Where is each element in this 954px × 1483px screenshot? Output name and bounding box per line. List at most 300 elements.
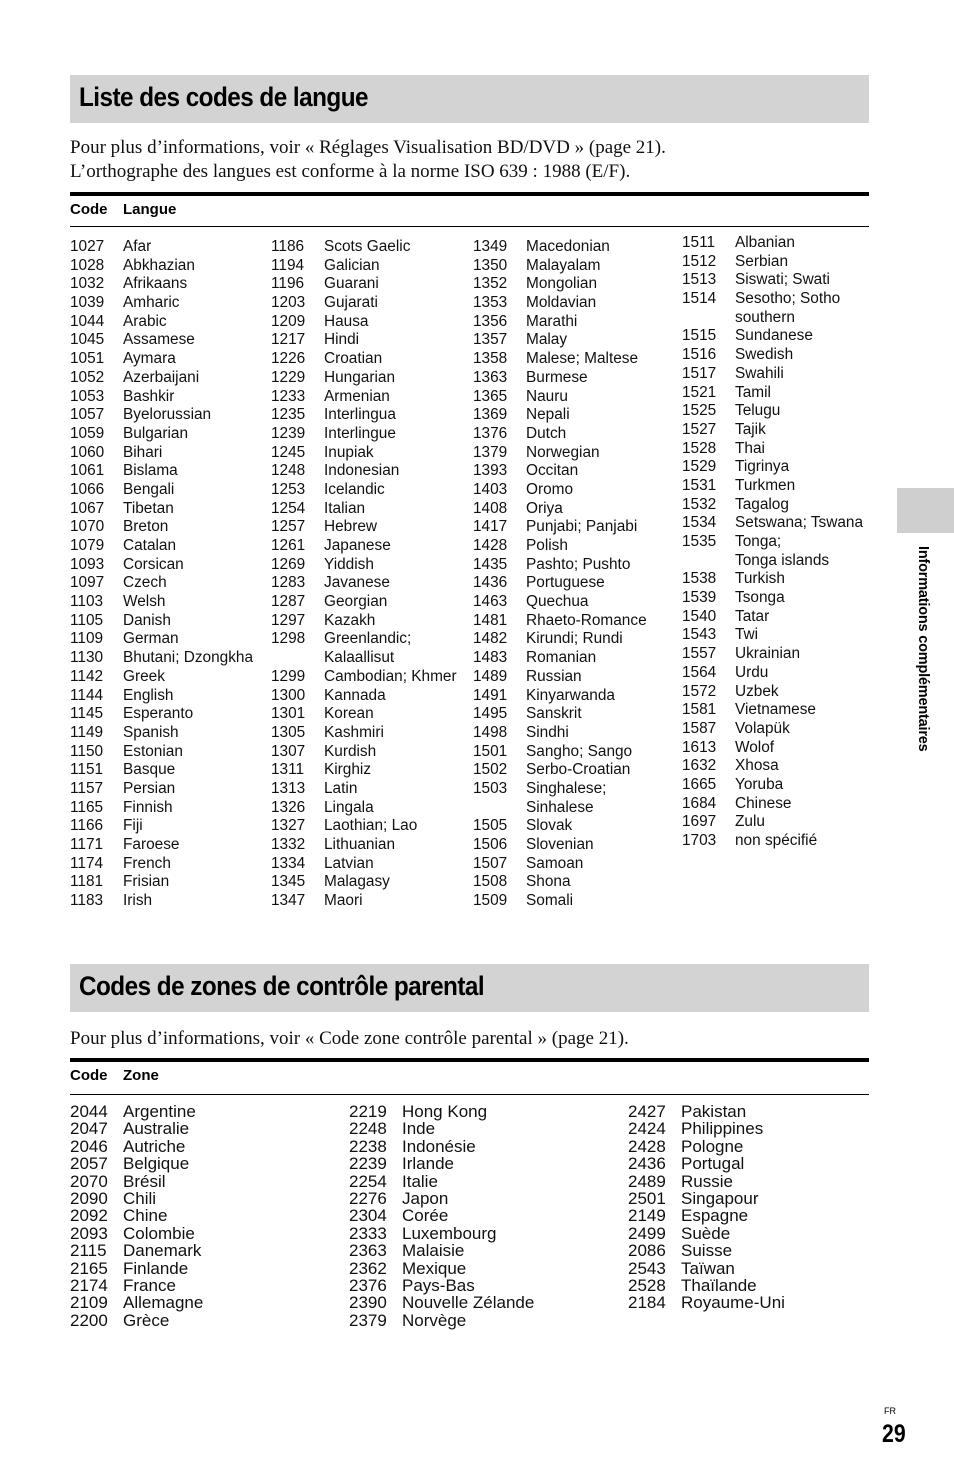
code-label: Sangho; Sango bbox=[526, 742, 633, 760]
code-label: Azerbaijani bbox=[123, 368, 200, 386]
code-label: Oriya bbox=[526, 499, 563, 517]
code-label: Scots Gaelic bbox=[324, 238, 411, 255]
code-label: Bihari bbox=[123, 443, 163, 461]
code-value: 1165 bbox=[70, 798, 104, 816]
code-label: Volapük bbox=[735, 719, 790, 737]
code-value: 1059 bbox=[70, 424, 105, 442]
code-value: 2379 bbox=[349, 1310, 387, 1330]
code-value: 1365 bbox=[473, 387, 508, 405]
code-label: Slovak bbox=[526, 817, 573, 835]
code-value: 1235 bbox=[271, 406, 306, 424]
code-label: Marathi bbox=[526, 312, 578, 330]
code-label: Suède bbox=[681, 1223, 731, 1243]
code-label: Turkish bbox=[735, 570, 785, 588]
code-value: 1287 bbox=[271, 593, 306, 611]
code-value: 2044 bbox=[70, 1102, 108, 1121]
code-value: 2092 bbox=[70, 1206, 108, 1226]
code-label: Occitan bbox=[526, 462, 579, 480]
code-value: 1039 bbox=[70, 294, 105, 312]
code-label: Danemark bbox=[123, 1241, 202, 1261]
table-header-rule bbox=[70, 226, 869, 227]
code-label: Sindhi bbox=[526, 723, 569, 741]
code-label: Faroese bbox=[123, 836, 180, 853]
code-label: Armenian bbox=[324, 387, 390, 405]
code-label: Inupiak bbox=[324, 443, 374, 461]
code-value: 1217 bbox=[271, 331, 306, 349]
code-label: Oromo bbox=[526, 480, 574, 498]
code-value: 1327 bbox=[271, 817, 306, 835]
code-value: 1326 bbox=[271, 798, 306, 816]
code-label: Argentine bbox=[123, 1102, 196, 1121]
code-label: Tonga islands bbox=[735, 551, 830, 569]
code-value: 1183 bbox=[70, 892, 104, 910]
code-value: 1248 bbox=[271, 462, 306, 480]
code-value: 1532 bbox=[682, 495, 717, 513]
code-label: Kinyarwanda bbox=[526, 686, 615, 704]
code-label: Singapour bbox=[681, 1188, 759, 1208]
code-value: 1298 bbox=[271, 630, 306, 648]
code-value: 1061 bbox=[70, 462, 105, 480]
code-value: 1229 bbox=[271, 368, 306, 386]
code-label: Aymara bbox=[123, 350, 176, 368]
code-value: 1587 bbox=[682, 719, 717, 737]
code-label: Thai bbox=[735, 439, 765, 457]
code-value: 2333 bbox=[349, 1223, 387, 1243]
code-value: 1226 bbox=[271, 350, 306, 368]
code-label: French bbox=[123, 854, 171, 872]
code-label: Pashto; Pushto bbox=[526, 555, 631, 573]
code-value: 2184 bbox=[628, 1293, 666, 1313]
code-value: 1297 bbox=[271, 611, 306, 629]
code-value: 2501 bbox=[628, 1188, 666, 1208]
code-label: Malaisie bbox=[402, 1241, 465, 1261]
code-value: 1491 bbox=[473, 686, 508, 704]
code-label: English bbox=[123, 686, 174, 704]
code-value: 1103 bbox=[70, 593, 104, 611]
code-value: 2149 bbox=[628, 1206, 666, 1226]
code-label: Greek bbox=[123, 667, 165, 685]
code-label: Finnish bbox=[123, 798, 173, 816]
code-value: 2047 bbox=[70, 1119, 108, 1139]
column-header-code: Code bbox=[70, 201, 108, 218]
code-value: 1572 bbox=[682, 682, 717, 700]
code-label: Welsh bbox=[123, 593, 166, 611]
code-value: 1196 bbox=[271, 275, 305, 293]
code-label: Brésil bbox=[123, 1171, 166, 1191]
code-value: 1347 bbox=[271, 892, 306, 910]
code-label: Kurdish bbox=[324, 742, 377, 760]
code-label: Croatian bbox=[324, 350, 383, 368]
code-label: Autriche bbox=[123, 1136, 186, 1156]
code-label: Icelandic bbox=[324, 480, 385, 498]
code-label: Kashmiri bbox=[324, 723, 384, 741]
column-header-zone: Zone bbox=[123, 1067, 159, 1084]
code-value: 1408 bbox=[473, 499, 508, 517]
code-value: 1233 bbox=[271, 387, 306, 405]
code-value: 1157 bbox=[70, 779, 104, 797]
code-value: 1307 bbox=[271, 742, 306, 760]
code-label: Swedish bbox=[735, 346, 794, 364]
code-value: 1332 bbox=[271, 836, 306, 853]
code-label: Amharic bbox=[123, 294, 180, 312]
code-label: Tigrinya bbox=[735, 458, 790, 476]
code-label: Czech bbox=[123, 574, 167, 592]
column-header-code: Code bbox=[70, 1067, 108, 1084]
code-label: Cambodian; Khmer bbox=[324, 667, 457, 685]
code-value: 1512 bbox=[682, 252, 717, 270]
code-label: Pakistan bbox=[681, 1102, 747, 1121]
code-value: 1052 bbox=[70, 368, 105, 386]
code-value: 1435 bbox=[473, 555, 508, 573]
code-value: 2239 bbox=[349, 1154, 387, 1174]
code-value: 2436 bbox=[628, 1154, 666, 1174]
code-value: 1509 bbox=[473, 892, 508, 910]
code-label: Persian bbox=[123, 779, 176, 797]
page-number: 29 bbox=[882, 1420, 906, 1448]
code-value: 1495 bbox=[473, 705, 508, 723]
code-value: 1253 bbox=[271, 480, 306, 498]
code-value: 2086 bbox=[628, 1241, 666, 1261]
table-top-rule bbox=[70, 1058, 869, 1062]
code-value: 1417 bbox=[473, 518, 508, 536]
code-label: Sinhalese bbox=[526, 798, 594, 816]
code-label: Russian bbox=[526, 667, 582, 685]
code-value: 1353 bbox=[473, 294, 508, 312]
code-label: Pologne bbox=[681, 1136, 744, 1156]
code-label: Siswati; Swati bbox=[735, 271, 830, 289]
code-value: 2219 bbox=[349, 1102, 387, 1121]
code-label: non spécifié bbox=[735, 832, 818, 849]
code-label: Yiddish bbox=[324, 555, 374, 573]
code-label: Xhosa bbox=[735, 757, 779, 775]
code-value: 1665 bbox=[682, 775, 717, 793]
code-label: Chine bbox=[123, 1206, 168, 1226]
code-label: Estonian bbox=[123, 742, 183, 760]
code-label: Swahili bbox=[735, 364, 784, 382]
code-value: 1149 bbox=[70, 723, 104, 741]
code-value: 2363 bbox=[349, 1241, 387, 1261]
code-value: 1057 bbox=[70, 406, 105, 424]
code-value: 1581 bbox=[682, 701, 717, 719]
code-value: 1379 bbox=[473, 443, 508, 461]
code-value: 1697 bbox=[682, 813, 717, 831]
section-title-parental-zones: Codes de zones de contrôle parental bbox=[79, 971, 485, 1001]
code-value: 1203 bbox=[271, 294, 306, 312]
code-label: Byelorussian bbox=[123, 406, 212, 424]
code-label: Bislama bbox=[123, 462, 178, 480]
code-value: 1513 bbox=[682, 271, 717, 289]
code-value: 2238 bbox=[349, 1136, 387, 1156]
code-value: 1105 bbox=[70, 611, 104, 629]
code-label: Suisse bbox=[681, 1241, 733, 1261]
code-value: 1166 bbox=[70, 817, 104, 835]
code-value: 1498 bbox=[473, 723, 508, 741]
code-value: 2543 bbox=[628, 1258, 666, 1278]
code-label: Singhalese; bbox=[526, 779, 607, 797]
code-value: 1535 bbox=[682, 533, 717, 550]
code-value: 1067 bbox=[70, 499, 105, 517]
code-label: Nauru bbox=[526, 387, 568, 405]
code-label: Laothian; Lao bbox=[324, 817, 418, 835]
code-label: Russie bbox=[681, 1171, 733, 1191]
code-value: 1482 bbox=[473, 630, 508, 648]
code-label: Catalan bbox=[123, 537, 177, 554]
code-label: Slovenian bbox=[526, 836, 594, 853]
code-value: 1502 bbox=[473, 761, 508, 779]
code-value: 1507 bbox=[473, 854, 508, 872]
code-label: Royaume-Uni bbox=[681, 1293, 785, 1313]
code-label: Bulgarian bbox=[123, 424, 189, 442]
code-value: 1261 bbox=[271, 537, 306, 554]
code-label: Latvian bbox=[324, 854, 374, 872]
code-label: Indonesian bbox=[324, 462, 400, 480]
code-label: Lingala bbox=[324, 798, 374, 816]
code-label: Italian bbox=[324, 499, 366, 517]
code-value: 1311 bbox=[271, 761, 305, 779]
code-value: 1349 bbox=[473, 238, 508, 255]
code-label: Norvège bbox=[402, 1310, 467, 1330]
code-label: Shona bbox=[526, 873, 571, 891]
code-label: Samoan bbox=[526, 854, 584, 872]
code-label: Irlande bbox=[402, 1154, 454, 1174]
code-label: Punjabi; Panjabi bbox=[526, 518, 638, 536]
code-value: 2499 bbox=[628, 1223, 666, 1243]
side-tab-marker bbox=[897, 488, 954, 533]
code-value: 1028 bbox=[70, 256, 105, 274]
code-label: Serbian bbox=[735, 252, 789, 270]
code-label: Quechua bbox=[526, 593, 589, 611]
code-value: 1436 bbox=[473, 574, 508, 592]
code-label: Nouvelle Zélande bbox=[402, 1293, 535, 1313]
intro-line: L’orthographe des langues est conforme à la norme ISO 639 : 1988 (E/F). bbox=[70, 161, 631, 182]
code-value: 2390 bbox=[349, 1293, 387, 1313]
code-value: 1543 bbox=[682, 626, 717, 644]
code-label: Afar bbox=[123, 238, 152, 255]
code-value: 1209 bbox=[271, 312, 306, 330]
code-label: Philippines bbox=[681, 1119, 764, 1139]
code-label: Basque bbox=[123, 761, 176, 779]
code-label: Kannada bbox=[324, 686, 386, 704]
code-value: 1150 bbox=[70, 742, 104, 760]
code-label: Corsican bbox=[123, 555, 184, 573]
code-label: Breton bbox=[123, 518, 169, 536]
code-value: 1060 bbox=[70, 443, 105, 461]
code-label: Tatar bbox=[735, 607, 770, 625]
code-value: 1376 bbox=[473, 424, 508, 442]
code-value: 2428 bbox=[628, 1136, 666, 1156]
code-value: 1505 bbox=[473, 817, 508, 835]
code-label: Australie bbox=[123, 1119, 190, 1139]
code-label: Belgique bbox=[123, 1154, 190, 1174]
code-value: 1527 bbox=[682, 420, 717, 438]
code-label: Tsonga bbox=[735, 589, 785, 607]
code-label: Tajik bbox=[735, 420, 766, 438]
section-banner-language-codes bbox=[70, 75, 869, 123]
code-label: Norwegian bbox=[526, 443, 600, 461]
code-value: 1079 bbox=[70, 537, 105, 554]
code-label: Javanese bbox=[324, 574, 390, 592]
code-label: Galician bbox=[324, 256, 380, 274]
code-value: 1051 bbox=[70, 350, 105, 368]
code-value: 1254 bbox=[271, 499, 306, 517]
code-value: 1506 bbox=[473, 836, 508, 853]
code-label: Spanish bbox=[123, 723, 179, 741]
code-value: 1109 bbox=[70, 630, 104, 648]
code-value: 1239 bbox=[271, 424, 306, 442]
code-label: Espagne bbox=[681, 1206, 749, 1226]
code-value: 1358 bbox=[473, 350, 508, 368]
code-value: 2057 bbox=[70, 1154, 108, 1174]
code-value: 2427 bbox=[628, 1102, 666, 1121]
code-label: Turkmen bbox=[735, 476, 796, 494]
code-label: Tibetan bbox=[123, 499, 174, 517]
code-label: Malayalam bbox=[526, 256, 601, 274]
code-value: 1393 bbox=[473, 462, 508, 480]
code-value: 2248 bbox=[349, 1119, 387, 1139]
code-label: Finlande bbox=[123, 1258, 189, 1278]
code-label: Colombie bbox=[123, 1223, 195, 1243]
code-value: 1352 bbox=[473, 275, 508, 293]
code-value: 1529 bbox=[682, 458, 717, 476]
code-label: Bhutani; Dzongkha bbox=[123, 649, 254, 667]
code-label: Somali bbox=[526, 892, 574, 910]
code-label: Urdu bbox=[735, 663, 769, 681]
code-value: 1428 bbox=[473, 537, 508, 554]
code-label: Italie bbox=[402, 1171, 438, 1191]
code-value: 2304 bbox=[349, 1206, 387, 1226]
code-label: Lithuanian bbox=[324, 836, 396, 853]
code-label: Arabic bbox=[123, 312, 167, 330]
code-label: Malagasy bbox=[324, 873, 390, 891]
code-label: Hungarian bbox=[324, 368, 396, 386]
code-label: Mongolian bbox=[526, 275, 598, 293]
code-label: Assamese bbox=[123, 331, 195, 349]
code-label: Uzbek bbox=[735, 682, 779, 700]
code-value: 1045 bbox=[70, 331, 105, 349]
code-value: 1613 bbox=[682, 738, 717, 756]
code-label: Malay bbox=[526, 331, 568, 349]
code-label: Greenlandic; bbox=[324, 630, 412, 648]
code-value: 2093 bbox=[70, 1223, 108, 1243]
code-label: Albanian bbox=[735, 234, 795, 251]
code-label: Pays-Bas bbox=[402, 1275, 475, 1295]
code-label: Setswana; Tswana bbox=[735, 514, 864, 532]
code-label: Luxembourg bbox=[402, 1223, 497, 1243]
code-label: Yoruba bbox=[735, 775, 784, 793]
code-value: 1171 bbox=[70, 836, 104, 853]
code-value: 2090 bbox=[70, 1188, 108, 1208]
code-label: Grèce bbox=[123, 1310, 170, 1330]
code-label: Polish bbox=[526, 537, 568, 554]
code-value: 1130 bbox=[70, 649, 104, 667]
code-value: 1097 bbox=[70, 574, 105, 592]
code-value: 1511 bbox=[682, 234, 716, 251]
code-value: 1053 bbox=[70, 387, 105, 405]
code-value: 1369 bbox=[473, 406, 508, 424]
code-value: 2200 bbox=[70, 1310, 108, 1330]
code-label: Ukrainian bbox=[735, 645, 801, 663]
code-value: 2528 bbox=[628, 1275, 666, 1295]
code-label: Inde bbox=[402, 1119, 436, 1139]
code-label: Japanese bbox=[324, 537, 391, 554]
code-label: Frisian bbox=[123, 873, 170, 891]
code-label: France bbox=[123, 1275, 176, 1295]
code-label: Serbo-Croatian bbox=[526, 761, 631, 779]
code-value: 1501 bbox=[473, 742, 508, 760]
table-top-rule bbox=[70, 192, 869, 196]
code-label: Malese; Maltese bbox=[526, 350, 639, 368]
code-value: 1538 bbox=[682, 570, 717, 588]
code-label: Kirundi; Rundi bbox=[526, 630, 623, 648]
code-label: Interlingua bbox=[324, 406, 396, 424]
code-label: Hausa bbox=[324, 312, 369, 330]
code-label: Sundanese bbox=[735, 327, 813, 345]
code-label: Mexique bbox=[402, 1258, 467, 1278]
table-header-rule bbox=[70, 1094, 869, 1095]
code-value: 1525 bbox=[682, 402, 717, 420]
code-value: 1703 bbox=[682, 832, 717, 849]
code-value: 2376 bbox=[349, 1275, 387, 1295]
code-label: Allemagne bbox=[123, 1293, 204, 1313]
code-label: Sesotho; Sotho bbox=[735, 290, 841, 308]
code-value: 1027 bbox=[70, 238, 105, 255]
code-value: 1489 bbox=[473, 667, 508, 685]
code-label: southern bbox=[735, 308, 795, 326]
code-value: 1283 bbox=[271, 574, 306, 592]
code-label: Maori bbox=[324, 892, 363, 910]
code-value: 2362 bbox=[349, 1258, 387, 1278]
code-label: Chinese bbox=[735, 794, 792, 812]
code-value: 1403 bbox=[473, 480, 508, 498]
code-value: 2109 bbox=[70, 1293, 108, 1313]
code-value: 1483 bbox=[473, 649, 508, 667]
code-value: 1357 bbox=[473, 331, 508, 349]
code-label: Portuguese bbox=[526, 574, 605, 592]
code-value: 1257 bbox=[271, 518, 306, 536]
code-label: Danish bbox=[123, 611, 171, 629]
code-label: Thaïlande bbox=[681, 1275, 757, 1295]
code-label: Telugu bbox=[735, 402, 781, 420]
code-value: 1356 bbox=[473, 312, 508, 330]
page-language: FR bbox=[884, 1406, 896, 1416]
code-label: Gujarati bbox=[324, 294, 378, 312]
code-value: 1503 bbox=[473, 779, 508, 797]
code-value: 1070 bbox=[70, 518, 105, 536]
code-label: Latin bbox=[324, 779, 358, 797]
code-label: Burmese bbox=[526, 368, 588, 386]
code-value: 1534 bbox=[682, 514, 717, 532]
code-label: Wolof bbox=[735, 738, 775, 756]
intro-parental-zones bbox=[70, 1027, 860, 1051]
section-banner-parental-zones bbox=[70, 964, 869, 1012]
intro-language-codes bbox=[70, 136, 860, 184]
code-label: Hindi bbox=[324, 331, 360, 349]
code-value: 2115 bbox=[70, 1241, 107, 1261]
code-label: Bengali bbox=[123, 480, 175, 498]
code-value: 1093 bbox=[70, 555, 105, 573]
code-value: 2489 bbox=[628, 1171, 666, 1191]
code-value: 1508 bbox=[473, 873, 508, 891]
code-label: Afrikaans bbox=[123, 275, 188, 293]
code-label: Japon bbox=[402, 1188, 449, 1208]
code-label: Chili bbox=[123, 1188, 157, 1208]
code-value: 1557 bbox=[682, 645, 717, 663]
code-value: 1564 bbox=[682, 663, 717, 681]
column-header-language: Langue bbox=[123, 201, 177, 218]
code-label: Fiji bbox=[123, 817, 143, 835]
code-value: 1245 bbox=[271, 443, 306, 461]
code-label: Kalaallisut bbox=[324, 649, 395, 667]
